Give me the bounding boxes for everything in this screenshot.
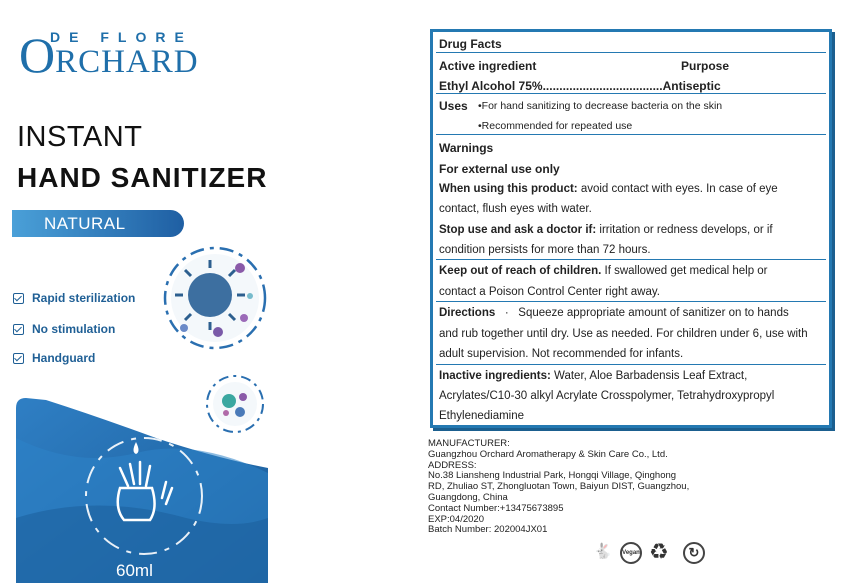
feature-item (13, 291, 135, 305)
mfr-line: ADDRESS: (428, 459, 477, 471)
stop-use-line (439, 224, 773, 236)
mfr-line: Guangzhou Orchard Aromatherapy & Skin Care Co., Ltd. (428, 448, 668, 460)
vegan-label: Vegan (622, 550, 640, 556)
feature-item (13, 351, 95, 365)
virus-illustration (160, 240, 270, 358)
use-item: •Recommended for repeated use (478, 120, 633, 132)
check-square-icon (13, 353, 24, 364)
mfr-line: Batch Number: 202004JX01 (428, 524, 548, 536)
directions-text: Squeeze appropriate amount of sanitizer on to hands (518, 307, 789, 319)
uses-label: Uses (439, 99, 468, 113)
active-ingredient-header: Active ingredient (439, 59, 537, 73)
feature-label: No stimulation (32, 322, 116, 336)
dot-leader: .................................... (542, 79, 663, 93)
feature-label: Handguard (32, 351, 96, 365)
warnings-section (436, 135, 826, 260)
stop-use-text: irritation or redness develops, or if (596, 224, 773, 236)
bottle-graphic (16, 398, 268, 583)
check-square-icon (13, 293, 24, 304)
keep-out-text-cont: contact a Poison Control Center right away. (439, 286, 660, 298)
brand-tagline: DE FLORE (50, 29, 193, 45)
warnings-label: Warnings (439, 141, 494, 155)
variant-badge (12, 210, 184, 237)
stop-use-label: Stop use and ask a doctor if: (439, 224, 597, 236)
inactive-text-cont: Acrylates/C10-30 alkyl Acrylate Crosspolymer, Tetrahydroxypropyl (439, 390, 775, 402)
brand-logo (19, 27, 199, 83)
purpose-header: Purpose (681, 59, 730, 73)
keep-out-text: If swallowed get medical help or (601, 265, 768, 277)
directions-text-cont: and rub together until dry. Use as needed. For children under 6, use with (439, 328, 808, 340)
feature-label: Rapid sterilization (32, 291, 136, 305)
keep-out-label: Keep out of reach of children. (439, 265, 602, 277)
inactive-text-cont: Ethylenediamine (439, 410, 525, 422)
when-using-line (439, 183, 778, 195)
inactive-section (436, 365, 826, 425)
when-using-text: avoid contact with eyes. In case of eye (577, 183, 778, 195)
mfr-line: RD, Zhuliao ST, Zhongluotan Town, Baiyun DIST, Guangzhou, (428, 481, 690, 493)
directions-section (436, 302, 826, 365)
mfr-line: Contact Number:+13475673895 (428, 502, 564, 514)
product-title-line1: INSTANT (17, 121, 143, 153)
directions-text-cont: adult supervision. Not recommended for infants. (439, 348, 684, 360)
vegan-icon (620, 542, 642, 564)
manufacturer-info (428, 439, 689, 536)
inactive-text: Water, Aloe Barbadensis Leaf Extract, (550, 370, 748, 382)
volume-label: 60ml (116, 561, 153, 580)
mfr-line: No.38 Liansheng Industrial Park, Hongqi Village, Qinghong (428, 470, 677, 482)
purpose-value: Antiseptic (662, 79, 721, 93)
keep-out-section (436, 260, 826, 302)
product-title-line2: HAND SANITIZER (17, 162, 268, 193)
stop-use-text-cont: condition persists for more than 72 hours. (439, 244, 651, 256)
brand-name: RCHARD (55, 44, 199, 80)
brand-initial: O (19, 27, 56, 83)
drug-facts-title-section (436, 32, 826, 53)
bunny-icon: 🐇 (593, 543, 613, 560)
uses-section (436, 94, 826, 135)
active-ingredient: Ethyl Alcohol 75% (439, 79, 543, 93)
directions-label: Directions (439, 307, 496, 319)
mfr-line: EXP:04/2020 (428, 513, 484, 525)
check-square-icon (13, 324, 24, 335)
external-use: For external use only (439, 162, 560, 176)
inactive-line (439, 370, 747, 382)
refresh-icon: ↻ (683, 542, 705, 564)
when-using-label: When using this product: (439, 183, 578, 195)
keep-out-line (439, 265, 768, 277)
inactive-label: Inactive ingredients: (439, 370, 551, 382)
feature-item (13, 322, 115, 336)
directions-bullet: · (504, 307, 509, 319)
active-ingredient-row (439, 79, 721, 93)
drug-facts-panel (430, 29, 832, 428)
when-using-text-cont: contact, flush eyes with water. (439, 203, 592, 215)
mfr-line: Guangdong, China (428, 491, 508, 503)
recycle-icon: ♻ (649, 539, 669, 564)
use-item: •For hand sanitizing to decrease bacteria on the skin (478, 100, 723, 112)
active-ingredient-section (436, 53, 826, 94)
mfr-line: MANUFACTURER: (428, 438, 510, 449)
directions-line (439, 307, 789, 319)
variant-label: NATURAL (44, 213, 126, 233)
drug-facts-title: Drug Facts (439, 37, 502, 51)
